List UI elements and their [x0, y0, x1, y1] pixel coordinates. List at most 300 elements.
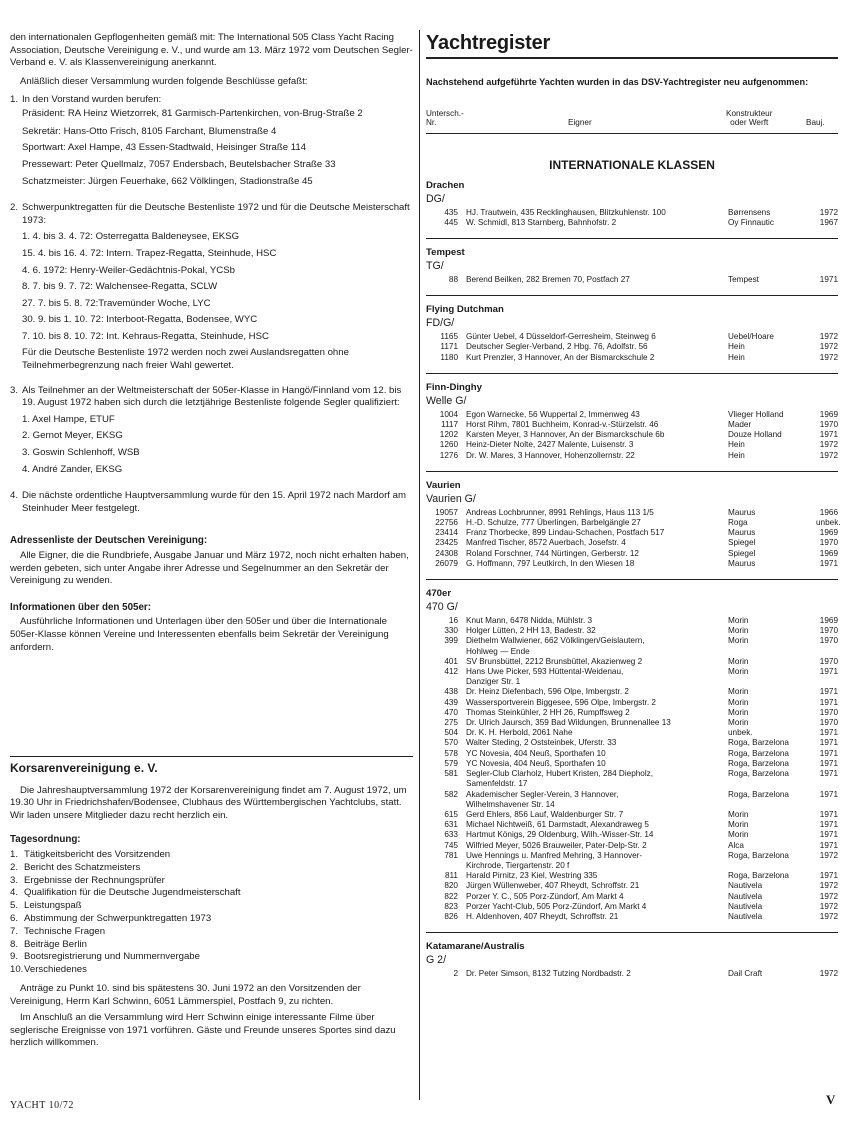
register-row	[426, 657, 838, 667]
builder: Maurus	[728, 507, 756, 517]
sail-number: 570	[444, 738, 458, 748]
register-row	[426, 508, 838, 518]
owner: SV Brunsbüttel, 2212 Brunsbüttel, Akazienweg 2	[466, 656, 643, 666]
owner: Andreas Lochbrunner, 8991 Rehlings, Haus 113 1/5	[466, 507, 654, 517]
sail-number: 438	[444, 687, 458, 697]
owner: Egon Warnecke, 56 Wuppertal 2, Immenweg 43	[466, 409, 640, 419]
beschluss-4-text: Die nächste ordentliche Hauptversammlung wurde für den 15. April 1972 nach Mardorf am Steinhuder Meer festgelegt.	[22, 490, 406, 514]
year: 1972	[819, 450, 838, 460]
year: 1971	[819, 558, 838, 568]
register-row	[426, 440, 838, 450]
year: 1972	[819, 207, 838, 217]
owner: Dr. Ulrich Jaursch, 359 Bad Wildungen, Brunnenallee 13	[466, 718, 671, 728]
sail-number: 1004	[439, 409, 458, 419]
sail-number: 1260	[439, 440, 458, 450]
owner: Uwe Hennings u. Manfred Mehring, 3 Hannover- Kirchrode, Tiergartenstr. 20 f	[466, 850, 643, 870]
segler-item: 1. Axel Hampe, ETUF	[22, 413, 115, 425]
builder: Oy Finnautic	[728, 217, 774, 227]
class-name: Flying Dutchman	[426, 304, 504, 316]
year: 1971	[819, 728, 838, 738]
adressen-text: Alle Eigner, die die Rundbriefe, Ausgabe Januar und März 1972, noch nicht erhalten haben, werden gebeten, sich unter Angabe ihrer Adresse und Segelnummer an den Sekretär der Vereinigung zu wenden.	[10, 550, 409, 587]
korsaren-section	[10, 762, 413, 1050]
antraege-text: Anträge zu Punkt 10. sind bis spätestens 30. Juni 1972 an den Vorsitzenden der Vereinigung, Herrn Karl Schwinn, 6051 Lämmerspiel, Postfach 9, zu richten.	[10, 982, 361, 1007]
korsaren-text: Die Jahreshauptversammlung 1972 der Korsarenvereinigung findet am 7. August 1972, um 19.30 Uhr in Friedrichshafen/Bodensee, Clubhaus des Württembergischen Yachtclubs, statt. Wir laden unsere Mitglieder dazu recht herzlich ein.	[10, 784, 407, 821]
sail-number: 399	[444, 636, 458, 646]
builder: Roga, Barzelona	[728, 758, 789, 768]
section-rule	[426, 373, 838, 374]
owner: Roland Forschner, 744 Nürtingen, Gerberstr. 12	[466, 548, 639, 558]
year: 1970	[819, 707, 838, 717]
builder: Morin	[728, 707, 749, 717]
class-code: 470 G/	[426, 601, 458, 614]
year: 1971	[819, 871, 838, 881]
class-section	[426, 941, 838, 979]
header-rule	[426, 133, 838, 134]
sail-number: 615	[444, 809, 458, 819]
year: 1972	[819, 881, 838, 891]
title-rule	[426, 57, 838, 59]
owner: Walter Steding, 2 Oststeinbek, Uferstr. 33	[466, 738, 617, 748]
beschluss-4: 4. Die nächste ordentliche Hauptversammlung wurde für den 15. April 1972 nach Mardorf am Steinhuder Meer festgelegt.	[10, 490, 413, 515]
register-row	[426, 208, 838, 218]
register-row	[426, 626, 838, 636]
sail-number: 781	[444, 850, 458, 860]
owner: Wassersportverein Biggesee, 596 Olpe, Imbergstr. 2	[466, 697, 656, 707]
beschluesse-lead: Anläßlich dieser Versammlung wurden folgende Beschlüsse gefaßt:	[20, 75, 308, 87]
sail-number: 1171	[440, 342, 458, 352]
owner: Günter Uebel, 4 Düsseldorf-Gerresheim, Steinweg 6	[466, 332, 656, 342]
builder: Roga, Barzelona	[728, 769, 789, 779]
beschluss-3: 3. Als Teilnehmer an der Weltmeisterschaft der 505er-Klasse in Hangö/Finnland vom 12. bis 19. August 1972 haben sich durch die letztjährige Bestenliste folgende Segler qualifiziert: 1. Axel Hampe, ETUF 2. Gernot Meyer, EKSG 3. Goswin Schlenhoff, WSB 4. André Zander, EKSG	[10, 385, 413, 479]
sail-number: 579	[444, 758, 458, 768]
register-row	[426, 881, 838, 891]
regatta-item: 30. 9. bis 1. 10. 72: Interboot-Regatta, Bodensee, WYC	[22, 314, 258, 326]
sail-number: 88	[448, 275, 458, 284]
page-number: V	[826, 1092, 836, 1107]
year: 1972	[819, 911, 838, 921]
year: 1971	[819, 697, 838, 707]
builder: Dail Craft	[728, 969, 763, 979]
sail-number: 1202	[439, 430, 458, 440]
owner: Akademischer Segler-Verein, 3 Hannover, Wilhelmshavener Str. 14	[466, 789, 619, 809]
register-row	[426, 636, 838, 656]
vorstand-item: Sekretär: Hans-Otto Frisch, 8105 Farchant, Blumenstraße 4	[22, 125, 277, 137]
sail-number: 401	[444, 656, 458, 666]
class-list	[426, 179, 841, 980]
owner: Jürgen Wüllenweber, 407 Rheydt, Schroffstr. 21	[466, 881, 640, 891]
sail-number: 470	[444, 707, 458, 717]
register-row	[426, 892, 838, 902]
owner: H.-D. Schulze, 777 Überlingen, Barbelgängle 27	[466, 518, 641, 528]
owner: YC Novesia, 404 Neuß, Sporthafen 10	[466, 748, 606, 758]
builder: Nautivela	[728, 901, 763, 911]
sail-number: 631	[444, 820, 458, 830]
sail-number: 23414	[435, 528, 458, 538]
year: 1971	[819, 758, 838, 768]
tagesordnung-item: 4. Qualifikation für die Deutsche Jugendmeisterschaft	[10, 887, 241, 899]
section-rule	[426, 295, 838, 296]
class-section	[426, 247, 838, 296]
builder: Nautivela	[728, 881, 763, 891]
builder: Roga, Barzelona	[728, 850, 789, 860]
register-row	[426, 841, 838, 851]
section-rule	[426, 238, 838, 239]
sail-number: 745	[444, 840, 458, 850]
builder: Hein	[728, 450, 745, 460]
owner: Diethelm Wallwiener, 662 Völklingen/Geislautern, Hohlweg — Ende	[466, 636, 645, 656]
class-code: G 2/	[426, 954, 447, 967]
abschluss-text: Im Anschluß an die Versammlung wird Herr Schwinn einige interessante Filme über seglerische Ereignisse von 1971 vorführen. Gäste und Freunde unseres Sportes sind dazu herzlich willkommen.	[10, 1012, 396, 1049]
builder: Roga, Barzelona	[728, 789, 789, 799]
owner: HJ. Trautwein, 435 Recklinghausen, Blitzkuhlenstr. 100	[466, 207, 666, 217]
column-divider	[419, 30, 420, 1100]
builder: Morin	[728, 820, 749, 830]
sail-number: 22756	[435, 518, 458, 528]
sail-number: 24308	[435, 548, 458, 558]
beschluss-1-title: In den Vorstand wurden berufen:	[22, 94, 162, 106]
class-section	[426, 382, 838, 472]
year: 1970	[819, 656, 838, 666]
owner: Gerd Ehlers, 856 Lauf, Waldenburger Str. 7	[466, 809, 624, 819]
intro-paragraph: den internationalen Gepflogenheiten gemäß mit: The International 505 Class Yacht Racing Association, Deutsche Vereinigung e. V., und wurde am 13. März 1972 vom Deutschen Segler-Verband e. V. als Klassenvereinigung anerkannt.	[10, 32, 413, 69]
owner: YC Novesia, 404 Neuß, Sporthafen 10	[466, 758, 606, 768]
owner: Harald Pirnitz, 23 Kiel, Westring 335	[466, 871, 598, 881]
builder: Nautivela	[728, 911, 763, 921]
builder: Douze Holland	[728, 430, 782, 440]
class-code: Vaurien G/	[426, 492, 476, 505]
owner: Segler-Club Clarholz, Hubert Kristen, 284 Diepholz, Samenfeldstr. 17	[466, 769, 654, 789]
builder: Mader	[728, 420, 752, 430]
class-section	[426, 180, 838, 239]
section-rule	[426, 471, 838, 472]
yachtregister-intro: Nachstehend aufgeführte Yachten wurden in das DSV-Yachtregister neu aufgenommen:	[426, 77, 809, 87]
class-code: FD/G/	[426, 317, 455, 330]
sail-number: 823	[444, 901, 458, 911]
class-name: Katamarane/Australis	[426, 941, 525, 953]
owner: Deutscher Segler-Verband, 2 Hbg. 76, Adolfstr. 56	[466, 342, 648, 352]
sail-number: 582	[444, 789, 458, 799]
register-row	[426, 430, 838, 440]
register-row	[426, 353, 838, 363]
owner: Thomas Steinkühler, 2 HH 26, Rumpffsweg 2	[466, 707, 630, 717]
owner: Berend Beilken, 282 Bremen 70, Postfach 27	[466, 275, 630, 284]
class-name: Tempest	[426, 247, 465, 258]
owner: Kurt Prenzler, 3 Hannover, An der Bismarckschule 2	[466, 352, 655, 362]
regatta-item: 7. 10. bis 8. 10. 72: Int. Kehraus-Regatta, Steinhude, HSC	[22, 330, 269, 342]
year: 1972	[819, 969, 838, 979]
register-row	[426, 708, 838, 718]
year: 1969	[819, 528, 838, 538]
owner: Dr. Heinz Diefenbach, 596 Olpe, Imbergstr. 2	[466, 687, 629, 697]
year: 1972	[819, 332, 838, 342]
tagesordnung-item: 1. Tätigkeitsbericht des Vorsitzenden	[10, 848, 171, 860]
beschluss-2-title: Schwerpunktregatten für die Deutsche Bestenliste 1972 und für die Deutsche Meisterschaft 1973:	[22, 202, 410, 226]
register-row	[426, 769, 838, 789]
segler-item: 2. Gernot Meyer, EKSG	[22, 430, 123, 442]
sail-number: 822	[444, 891, 458, 901]
owner: Hartmut Königs, 29 Oldenburg, Wilh.-Wisser-Str. 14	[466, 830, 654, 840]
register-row	[426, 451, 838, 461]
tagesordnung-item: 3. Ergebnisse der Rechnungsprüfer	[10, 874, 165, 886]
regatta-item: 27. 7. bis 5. 8. 72:Travemünder Woche, LYC	[22, 297, 211, 309]
sail-number: 412	[444, 667, 458, 677]
left-column	[10, 32, 413, 654]
register-row	[426, 538, 838, 548]
builder: Morin	[728, 667, 749, 677]
sail-number: 23425	[435, 538, 458, 548]
builder: Alca	[728, 840, 744, 850]
register-row	[426, 687, 838, 697]
register-row	[426, 728, 838, 738]
class-name: Finn-Dinghy	[426, 381, 482, 393]
builder: Roga	[728, 518, 748, 528]
owner: Knut Mann, 6478 Nidda, Mühlstr. 3	[466, 616, 593, 626]
class-section	[426, 588, 838, 933]
tagesordnung-item: 10. Verschiedenes	[10, 964, 87, 976]
sail-number: 1180	[440, 352, 458, 362]
register-row	[426, 275, 838, 285]
builder: Morin	[728, 830, 749, 840]
builder: Hein	[728, 342, 745, 352]
register-row	[426, 332, 838, 342]
sail-number: 439	[444, 697, 458, 707]
owner: Franz Thorbecke, 899 Lindau-Schachen, Postfach 517	[466, 528, 665, 538]
class-name: Vaurien	[426, 479, 461, 491]
beschluss-2-note: Für die Deutsche Bestenliste 1972 werden noch zwei Auslandsregatten ohne Teilnehmerbegrenzung nach freier Wahl gewertet.	[22, 347, 349, 372]
register-row	[426, 420, 838, 430]
sail-number: 19057	[435, 507, 458, 517]
owner: Dr. K. H. Herbold, 2061 Nahe	[466, 728, 573, 738]
builder: Nautivela	[728, 891, 763, 901]
year: 1970	[819, 718, 838, 728]
year: 1971	[819, 809, 838, 819]
year: 1970	[819, 538, 838, 548]
regatta-item: 4. 6. 1972: Henry-Weiler-Gedächtnis-Pokal, YCSb	[22, 264, 235, 276]
register-row	[426, 667, 838, 687]
year: 1969	[819, 616, 838, 626]
section-rule	[426, 932, 838, 933]
register-row	[426, 830, 838, 840]
owner: Horst Rihm, 7801 Buchheim, Konrad-v.-Stürzelstr. 46	[466, 420, 659, 430]
year: 1972	[819, 891, 838, 901]
year: 1971	[819, 430, 838, 440]
sail-number: 504	[444, 728, 458, 738]
owner: Karsten Meyer, 3 Hannover, An der Bismarckschule 6b	[466, 430, 665, 440]
sail-number: 578	[444, 748, 458, 758]
sail-number: 1117	[441, 420, 458, 430]
magazine-footer: YACHT 10/72	[10, 1100, 74, 1111]
owner: Dr. W. Mares, 3 Hannover, Hohenzollernstr. 22	[466, 450, 635, 460]
vorstand-item: Schatzmeister: Jürgen Feuerhake, 662 Völklingen, Stadionstraße 45	[22, 175, 313, 187]
vorstand-item: Präsident: RA Heinz Wietzorrek, 81 Garmisch-Partenkirchen, von-Brug-Straße 2	[22, 107, 363, 119]
register-row	[426, 790, 838, 810]
tagesordnung-item: 8. Beiträge Berlin	[10, 938, 87, 950]
year: 1972	[819, 901, 838, 911]
register-row	[426, 820, 838, 830]
register-row	[426, 528, 838, 538]
owner: Manfred Tischer, 8572 Auerbach, Josefstr. 4	[466, 538, 626, 548]
register-row	[426, 871, 838, 881]
tagesordnung-item: 5. Leistungspaß	[10, 900, 82, 912]
sail-number: 435	[444, 207, 458, 217]
owner: H. Aldenhoven, 407 Rheydt, Schroffstr. 21	[466, 911, 619, 921]
owner: Holger Lütten, 2 HH 13, Badestr. 32	[466, 626, 596, 636]
year: 1970	[819, 420, 838, 430]
sail-number: 445	[444, 217, 458, 227]
builder: Morin	[728, 697, 749, 707]
register-row	[426, 518, 841, 528]
year: 1971	[819, 667, 838, 677]
builder: Roga, Barzelona	[728, 738, 789, 748]
tagesordnung-item: 9. Bootsregistrierung und Nummernvergabe	[10, 951, 200, 963]
year: 1971	[819, 275, 838, 284]
beschluss-2: 2. Schwerpunktregatten für die Deutsche Bestenliste 1972 und für die Deutsche Meisterschaft 1973: 1. 4. bis 3. 4. 72: Osterregatta Baldeneysee, EKSG 15. 4. bis 16. 4. 72: Intern. Trapez-Regatta, Steinhude, HSC 4. 6. 1972: Henry-Weiler-Gedächtnis-Pokal, YCSb 8. 7. bis 9. 7. 72: Walchensee-Regatta, SCLW 27. 7. bis 5. 8. 72:Travemünder Woche, LYC 30. 9. bis 1. 10. 72: Interboot-Regatta, Bodensee, WYC 7. 10. bis 8. 10. 72: Int. Kehraus-Regatta, Steinhude, HSC Für die Deutsche Bestenliste 1972 werden noch zwei Auslandsregatten ohne Teilnehmerbegrenzung nach freier Wahl gewertet.	[10, 202, 413, 373]
year: 1971	[819, 840, 838, 850]
info-text: Ausführliche Informationen und Unterlagen über den 505er und über die Internationale 505er-Klasse können Vereine und Interessenten ebenfalls beim Sekretär der Vereinigung anfordern.	[10, 616, 389, 653]
sail-number: 820	[444, 881, 458, 891]
builder: Morin	[728, 636, 749, 646]
tagesordnung-heading: Tagesordnung:	[10, 834, 81, 846]
year: 1971	[819, 820, 838, 830]
builder: Vlieger Holland	[728, 409, 784, 419]
builder: Hein	[728, 352, 745, 362]
year: unbek.	[816, 518, 841, 528]
register-row	[426, 549, 838, 559]
col-werft-header: Konstrukteur oder Werft	[726, 108, 773, 127]
register-row	[426, 749, 838, 759]
tagesordnung-item: 2. Bericht des Schatzmeisters	[10, 861, 141, 873]
korsaren-heading: Korsarenvereinigung e. V.	[10, 761, 158, 775]
register-row	[426, 698, 838, 708]
builder: Tempest	[728, 275, 759, 284]
class-code: Welle G/	[426, 394, 467, 407]
class-code: DG/	[426, 192, 445, 205]
builder: Maurus	[728, 558, 756, 568]
owner: Wilfried Meyer, 5026 Brauweiler, Pater-Delp-Str. 2	[466, 840, 647, 850]
class-section	[426, 304, 838, 374]
register-row	[426, 912, 838, 922]
yachtregister-column	[426, 30, 841, 979]
owner: Hans Uwe Picker, 593 Hüttental-Weidenau, Danziger Str. 1	[466, 667, 624, 687]
year: 1971	[819, 748, 838, 758]
builder: Morin	[728, 718, 749, 728]
beschluss-3-title: Als Teilnehmer an der Weltmeisterschaft der 505er-Klasse in Hangö/Finnland vom 12. bis 19. August 1972 haben sich durch die letztjährige Bestenliste folgende Segler qualifiziert:	[22, 384, 402, 409]
register-row	[426, 902, 838, 912]
class-section	[426, 479, 841, 580]
owner: Dr. Peter Simson, 8132 Tutzing Nordbadstr. 2	[466, 969, 631, 979]
year: 1971	[819, 769, 838, 779]
sail-number: 826	[444, 911, 458, 921]
register-row	[426, 851, 838, 871]
builder: Morin	[728, 656, 749, 666]
beschluss-1: 1. In den Vorstand wurden berufen: Präsident: RA Heinz Wietzorrek, 81 Garmisch-Partenkirchen, von-Brug-Straße 2 Sekretär: Hans-Otto Frisch, 8105 Farchant, Blumenstraße 4 Sportwart: Axel Hampe, 43 Essen-Stadtwald, Heisinger Straße 114 Pressewart: Peter Quellmalz, 7057 Endersbach, Beutelsbacher Straße 33 Schatzmeister: Jürgen Feuerhake, 662 Völklingen, Stadionstraße 45	[10, 94, 413, 190]
builder: Roga, Barzelona	[728, 748, 789, 758]
register-row	[426, 218, 838, 228]
col-eigner-header: Eigner	[568, 117, 592, 127]
vorstand-item: Sportwart: Axel Hampe, 43 Essen-Stadtwald, Heisinger Straße 114	[22, 142, 307, 154]
builder: Morin	[728, 809, 749, 819]
column-headers	[426, 109, 838, 131]
register-row	[426, 810, 838, 820]
section-rule	[426, 579, 838, 580]
year: 1972	[819, 440, 838, 450]
builder: Spiegel	[728, 538, 756, 548]
sail-number: 330	[444, 626, 458, 636]
tagesordnung-item: 6. Abstimmung der Schwerpunktregatten 1973	[10, 912, 212, 924]
regatta-item: 15. 4. bis 16. 4. 72: Intern. Trapez-Regatta, Steinhude, HSC	[22, 247, 277, 259]
segler-item: 3. Goswin Schlenhoff, WSB	[22, 447, 140, 459]
owner: Porzer Y. C., 505 Porz-Zündorf, Am Markt 4	[466, 891, 624, 901]
year: 1971	[819, 830, 838, 840]
regatta-item: 8. 7. bis 9. 7. 72: Walchensee-Regatta, SCLW	[22, 281, 218, 293]
info-heading: Informationen über den 505er:	[10, 601, 151, 613]
builder: unbek.	[728, 728, 753, 738]
year: 1970	[819, 626, 838, 636]
builder: Roga, Barzelona	[728, 871, 789, 881]
builder: Morin	[728, 616, 749, 626]
builder: Uebel/Hoare	[728, 332, 774, 342]
builder: Maurus	[728, 528, 756, 538]
owner: Heinz-Dieter Nolte, 2427 Malente, Luisenstr. 3	[466, 440, 634, 450]
year: 1967	[819, 217, 838, 227]
yachtregister-title: Yachtregister	[426, 32, 551, 54]
owner: Michael Nichtweiß, 61 Darmstadt, Alexandraweg 5	[466, 820, 649, 830]
adressen-heading: Adressenliste der Deutschen Vereinigung:	[10, 535, 208, 547]
section-title: INTERNATIONALE KLASSEN	[549, 157, 715, 172]
class-name: 470er	[426, 588, 452, 600]
sail-number: 1276	[439, 450, 458, 460]
year: 1972	[819, 352, 838, 362]
register-row	[426, 559, 838, 569]
sail-number: 275	[444, 718, 458, 728]
register-row	[426, 410, 838, 420]
col-bau-header: Bauj.	[806, 117, 825, 127]
year: 1969	[819, 409, 838, 419]
sail-number: 1165	[440, 332, 458, 342]
segler-item: 4. André Zander, EKSG	[22, 463, 123, 475]
builder: Morin	[728, 687, 749, 697]
year: 1971	[819, 687, 838, 697]
col-nr-header: Untersch.- Nr.	[426, 108, 464, 127]
sail-number: 16	[448, 616, 458, 626]
register-row	[426, 738, 838, 748]
vorstand-item: Pressewart: Peter Quellmalz, 7057 Endersbach, Beutelsbacher Straße 33	[22, 158, 336, 170]
owner: W. Schmidl, 813 Starnberg, Bahnhofstr. 2	[466, 217, 617, 227]
builder: Hein	[728, 440, 745, 450]
regatta-item: 1. 4. bis 3. 4. 72: Osterregatta Baldeneysee, EKSG	[22, 231, 240, 243]
sail-number: 26079	[435, 558, 458, 568]
sail-number: 2	[453, 969, 458, 979]
register-row	[426, 616, 838, 626]
sail-number: 633	[444, 830, 458, 840]
year: 1966	[819, 507, 838, 517]
builder: Morin	[728, 626, 749, 636]
class-code: TG/	[426, 260, 444, 272]
year: 1971	[819, 789, 838, 799]
tagesordnung-list	[10, 849, 413, 977]
register-row	[426, 969, 838, 979]
section-divider	[10, 756, 413, 757]
builder: Spiegel	[728, 548, 756, 558]
year: 1972	[819, 850, 838, 860]
owner: G. Hoffmann, 797 Leutkirch, In den Wiesen 18	[466, 558, 635, 568]
sail-number: 581	[444, 769, 458, 779]
register-row	[426, 342, 838, 352]
class-name: Drachen	[426, 179, 465, 191]
register-row	[426, 718, 838, 728]
year: 1970	[819, 636, 838, 646]
register-row	[426, 759, 838, 769]
